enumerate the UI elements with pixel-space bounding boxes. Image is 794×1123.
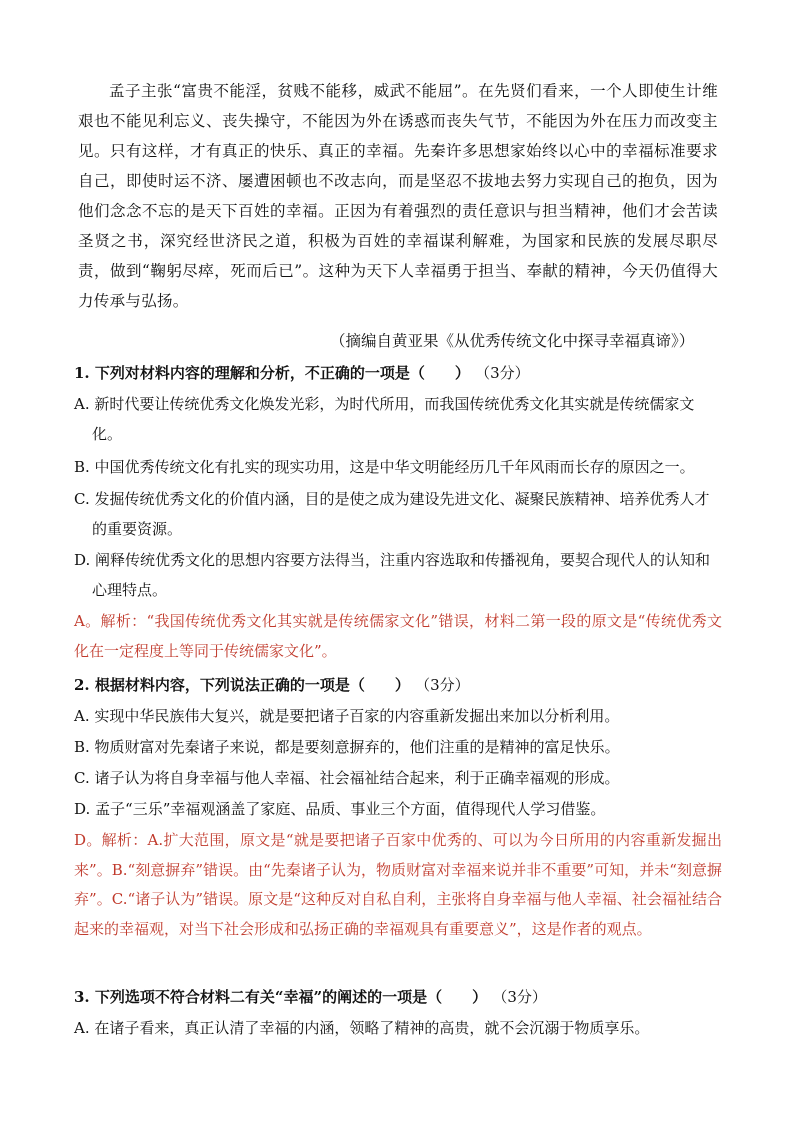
option-text: C. 诸子认为将自身幸福与他人幸福、社会福祉结合起来，利于正确幸福观的形成。 [74,769,620,787]
option-text: B. 物质财富对先秦诸子来说，都是要刻意摒弃的，他们注重的是精神的富足快乐。 [74,738,620,756]
option-text: D. 孟子“三乐”幸福观涵盖了家庭、品质、事业三个方面，值得现代人学习借鉴。 [74,800,606,818]
question-1-text: 1. 下列对材料内容的理解和分析，不正确的一项是（ ） [74,364,470,382]
question-2-answer: D。解析：A.扩大范围，原文是“就是要把诸子百家中优秀的、可以为今日所用的内容重新发掘出来”。B.“刻意摒弃”错误。由“先秦诸子认为，物质财富对幸福来说并非不重要”可知，并未“刻意摒弃”。C.“诸子认为”错误。原文是“这种反对自私自利，主张将自身幸福与他人幸福、社会福祉结合起来的幸福观，对当下社会形成和弘扬正确的幸福观具有重要意义”，这是作者的观点。 [74,831,722,938]
option-text: B. 中国优秀传统文化有扎实的现实功用，这是中华文明能经历几千年风雨而长存的原因之一。 [74,458,695,476]
option-text: D. 阐释传统优秀文化的思想内容要方法得当，注重内容选取和传播视角，要契合现代人的认知和心理特点。 [74,551,711,599]
question-2-option-c [74,763,722,793]
question-3-option-a [74,1013,722,1043]
option-text: A. 新时代要让传统优秀文化焕发光彩，为时代所用，而我国传统优秀文化其实就是传统儒家文化。 [74,395,695,443]
question-1-option-c [74,484,722,544]
option-text: A. 在诸子看来，真正认清了幸福的内涵，领略了精神的高贵，就不会沉溺于物质享乐。 [74,1019,650,1037]
question-3-score: （3分） [492,988,547,1006]
question-1-option-b [74,452,722,482]
passage-paragraph: 孟子主张“富贵不能淫，贫贱不能移，威武不能屈”。在先贤们看来，一个人即使生计维艰也不能见利忘义、丧失操守，不能因为外在诱惑而丧失气节，不能因为外在压力而改变主见。只有这样，才有真正的快乐、真正的幸福。先秦许多思想家始终以心中的幸福标准要求自己，即使时运不济、屡遭困顿也不改志向，而是坚忍不拔地去努力实现自己的抱负，因为他们念念不忘的是天下百姓的幸福。正因为有着强烈的责任意识与担当精神，他们才会苦读圣贤之书，深究经世济民之道，积极为百姓的幸福谋利解难，为国家和民族的发展尽职尽责，做到“鞠躬尽瘁，死而后已”。这种为天下人幸福勇于担当、奉献的精神，今天仍值得大力传承与弘扬。 [78,82,718,310]
question-1-option-a [74,389,722,449]
option-text: A. 实现中华民族伟大复兴，就是要把诸子百家的内容重新发掘出来加以分析利用。 [74,707,620,725]
question-2-option-b [74,732,722,762]
question-1-stem [74,360,722,386]
question-2-option-d [74,794,722,824]
question-1-answer: A。解析：“我国传统优秀文化其实就是传统儒家文化”错误，材料二第一段的原文是“传统优秀文化在一定程度上等同于传统儒家文化”。 [74,612,722,660]
question-2-text: 2. 根据材料内容，下列说法正确的一项是（ ） [74,676,410,694]
question-2-stem [74,672,722,698]
question-2-score: （3分） [415,676,470,694]
passage-citation: （摘编自黄亚果《从优秀传统文化中探寻幸福真谛》） [330,332,695,350]
question-1-option-d [74,545,722,605]
question-1-score: （3分） [475,364,530,382]
question-3-text: 3. 下列选项不符合材料二有关“幸福”的阐述的一项是（ ） [74,988,488,1006]
question-3-stem [74,984,722,1010]
question-2-option-a [74,701,722,731]
option-text: C. 发掘传统优秀文化的价值内涵，目的是使之成为建设先进文化、凝聚民族精神、培养优秀人才的重要资源。 [74,490,710,538]
